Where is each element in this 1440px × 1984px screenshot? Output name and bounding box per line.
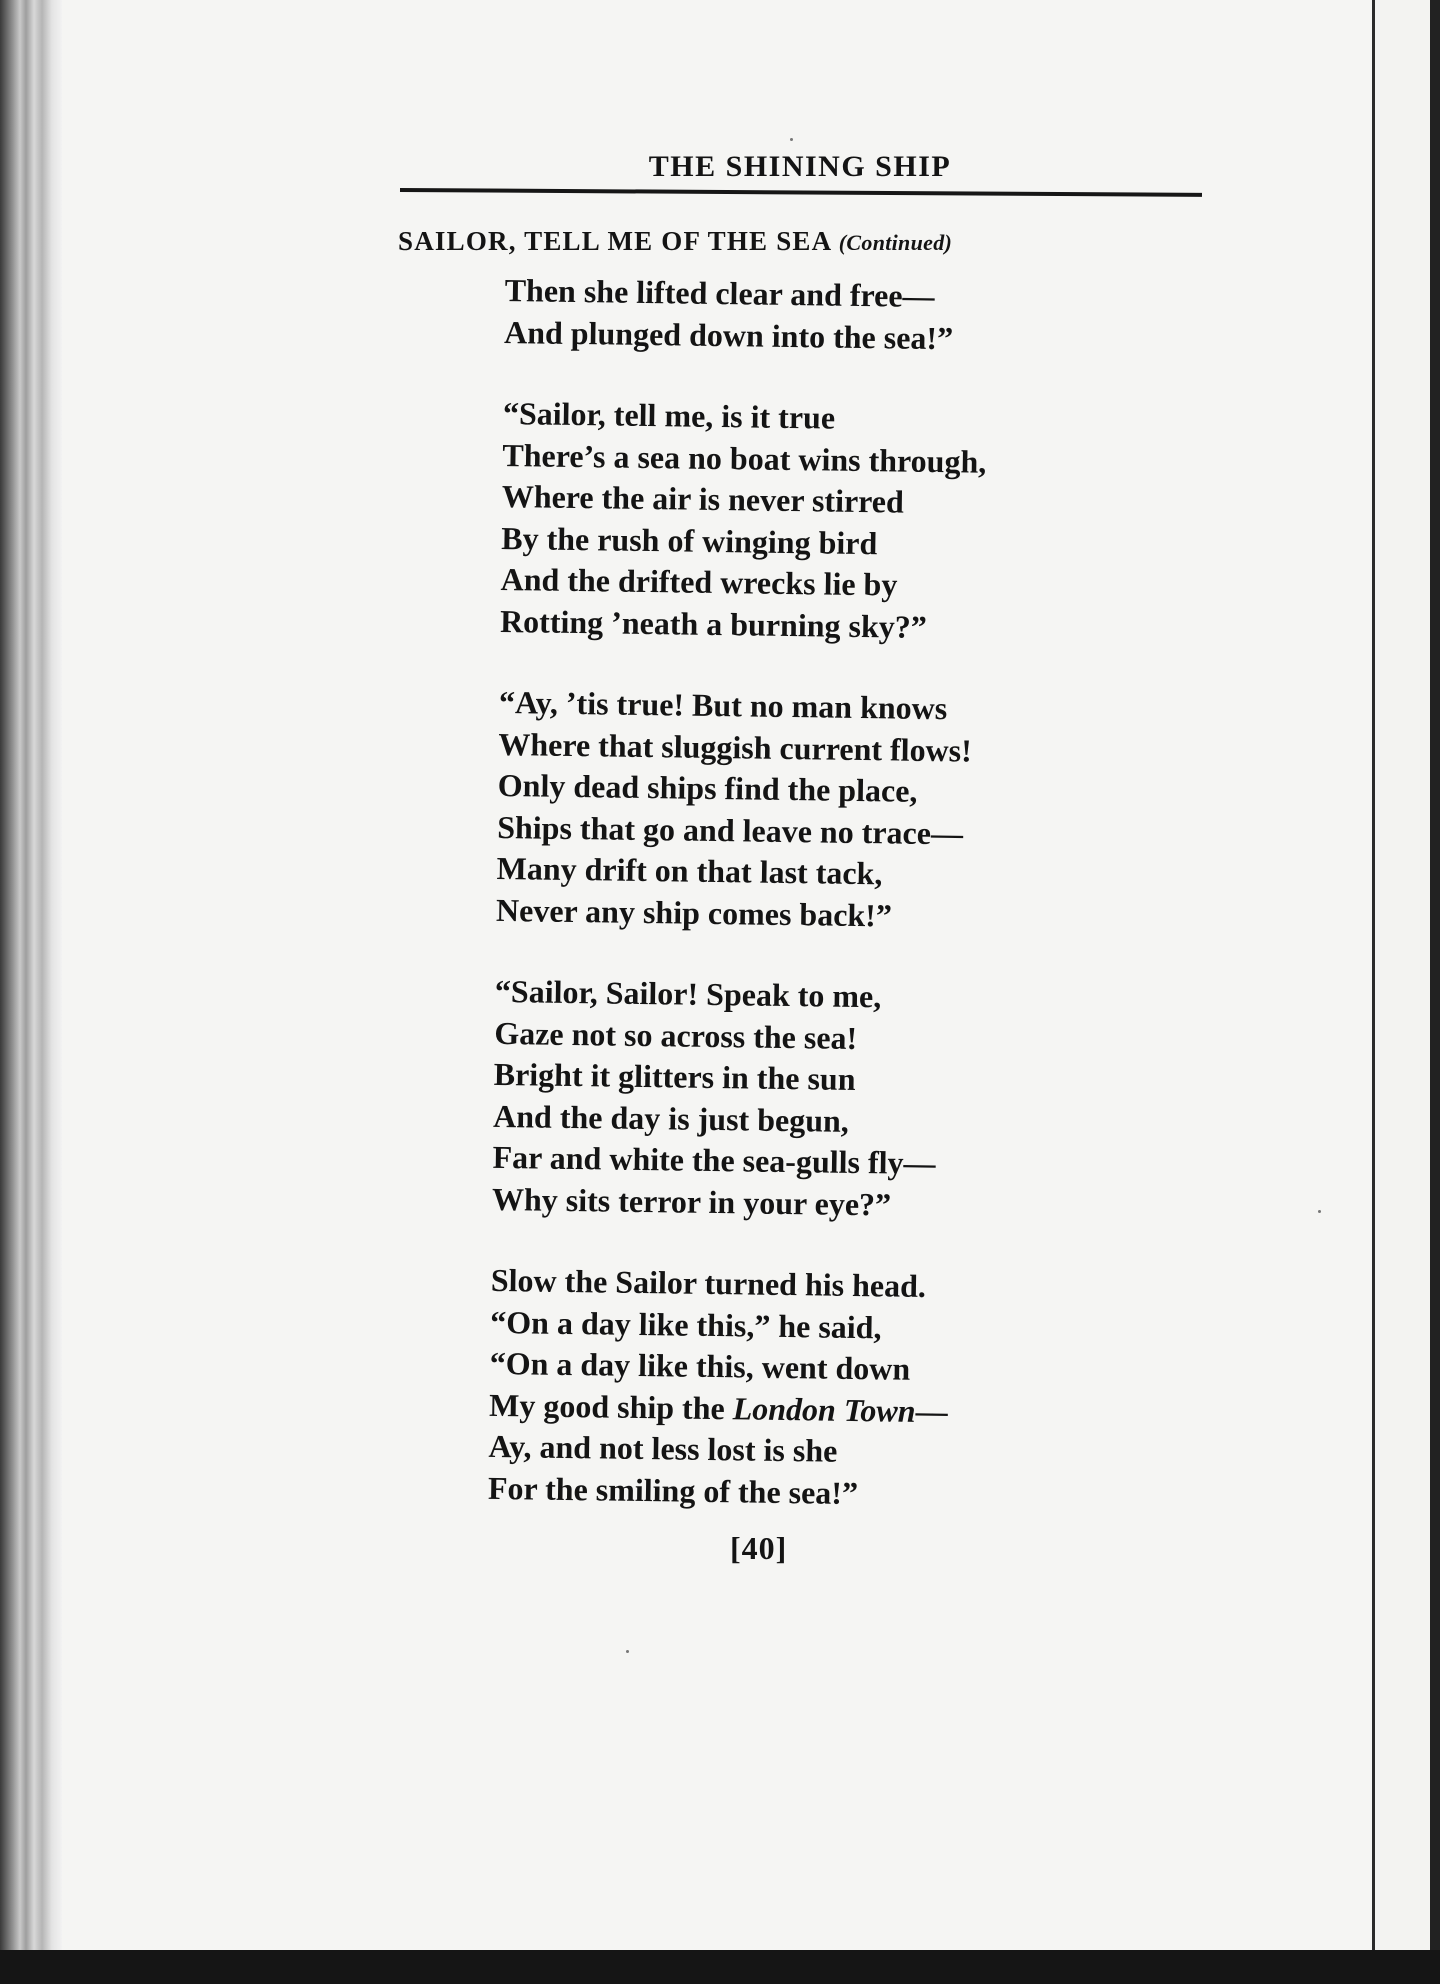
poem-line: For the smiling of the sea!”: [487, 1469, 859, 1511]
poem-line: Many drift on that last tack,: [496, 849, 883, 892]
poem-body: [487, 270, 1125, 1558]
poem-line: Where that sluggish current flows!: [498, 725, 973, 769]
stanza: [496, 682, 1119, 940]
poem-title-continued: (Continued): [838, 230, 953, 255]
page-number: [40]: [730, 1530, 788, 1566]
stanza: [500, 393, 1123, 651]
poem-line: Only dead ships find the place,: [497, 766, 918, 809]
poem-line: “On a day like this,” he said,: [490, 1303, 882, 1345]
page-edge-left: [0, 0, 62, 1984]
poem-line: Bright it glitters in the sun: [493, 1055, 856, 1097]
stanza: [504, 270, 1125, 362]
stanza: [492, 971, 1115, 1229]
poem-line: And the drifted wrecks lie by: [500, 560, 898, 603]
poem-line: Gaze not so across the sea!: [494, 1014, 858, 1056]
scan-edge-bottom: [0, 1950, 1440, 1984]
ship-name: London Town: [732, 1389, 916, 1429]
poem-line: “On a day like this, went down: [489, 1344, 911, 1387]
running-head: THE SHINING SHIP: [648, 150, 952, 183]
scan-edge-right: [1430, 0, 1440, 1984]
scan-speck: [1318, 1210, 1321, 1213]
poem-line: “Sailor, tell me, is it true: [502, 394, 836, 436]
poem-line-text: —: [915, 1392, 948, 1429]
poem-title: [398, 226, 952, 257]
poem-line-text: My good ship the: [488, 1386, 733, 1426]
poem-line: Far and white the sea-gulls fly—: [492, 1138, 936, 1182]
poem-line: And plunged down into the sea!”: [503, 313, 954, 356]
poem-line: “Ay, ’tis true! But no man knows: [498, 683, 948, 727]
poem-line: Rotting ’neath a burning sky?”: [499, 602, 928, 645]
poem-line: Ships that go and leave no trace—: [496, 808, 964, 851]
stanza: [488, 1260, 1111, 1518]
poem-line: By the rush of winging bird: [501, 519, 878, 561]
poem-line: Never any ship comes back!”: [495, 891, 893, 933]
poem-line: Where the air is never stirred: [501, 477, 905, 520]
poem-line: Why sits terror in your eye?”: [491, 1180, 892, 1222]
poem-line: Then she lifted clear and free—: [504, 271, 935, 314]
poem-line: Ay, and not less lost is she: [488, 1427, 838, 1469]
poem-line: And the day is just begun,: [492, 1097, 850, 1139]
poem-line: “Sailor, Sailor! Speak to me,: [494, 972, 882, 1015]
poem-line: There’s a sea no boat wins through,: [502, 436, 987, 480]
scan-speck: [626, 1650, 629, 1653]
poem-title-main: SAILOR, TELL ME OF THE SEA: [398, 226, 831, 256]
scan-speck: [790, 138, 793, 141]
poem-line: Slow the Sailor turned his head.: [490, 1261, 927, 1304]
